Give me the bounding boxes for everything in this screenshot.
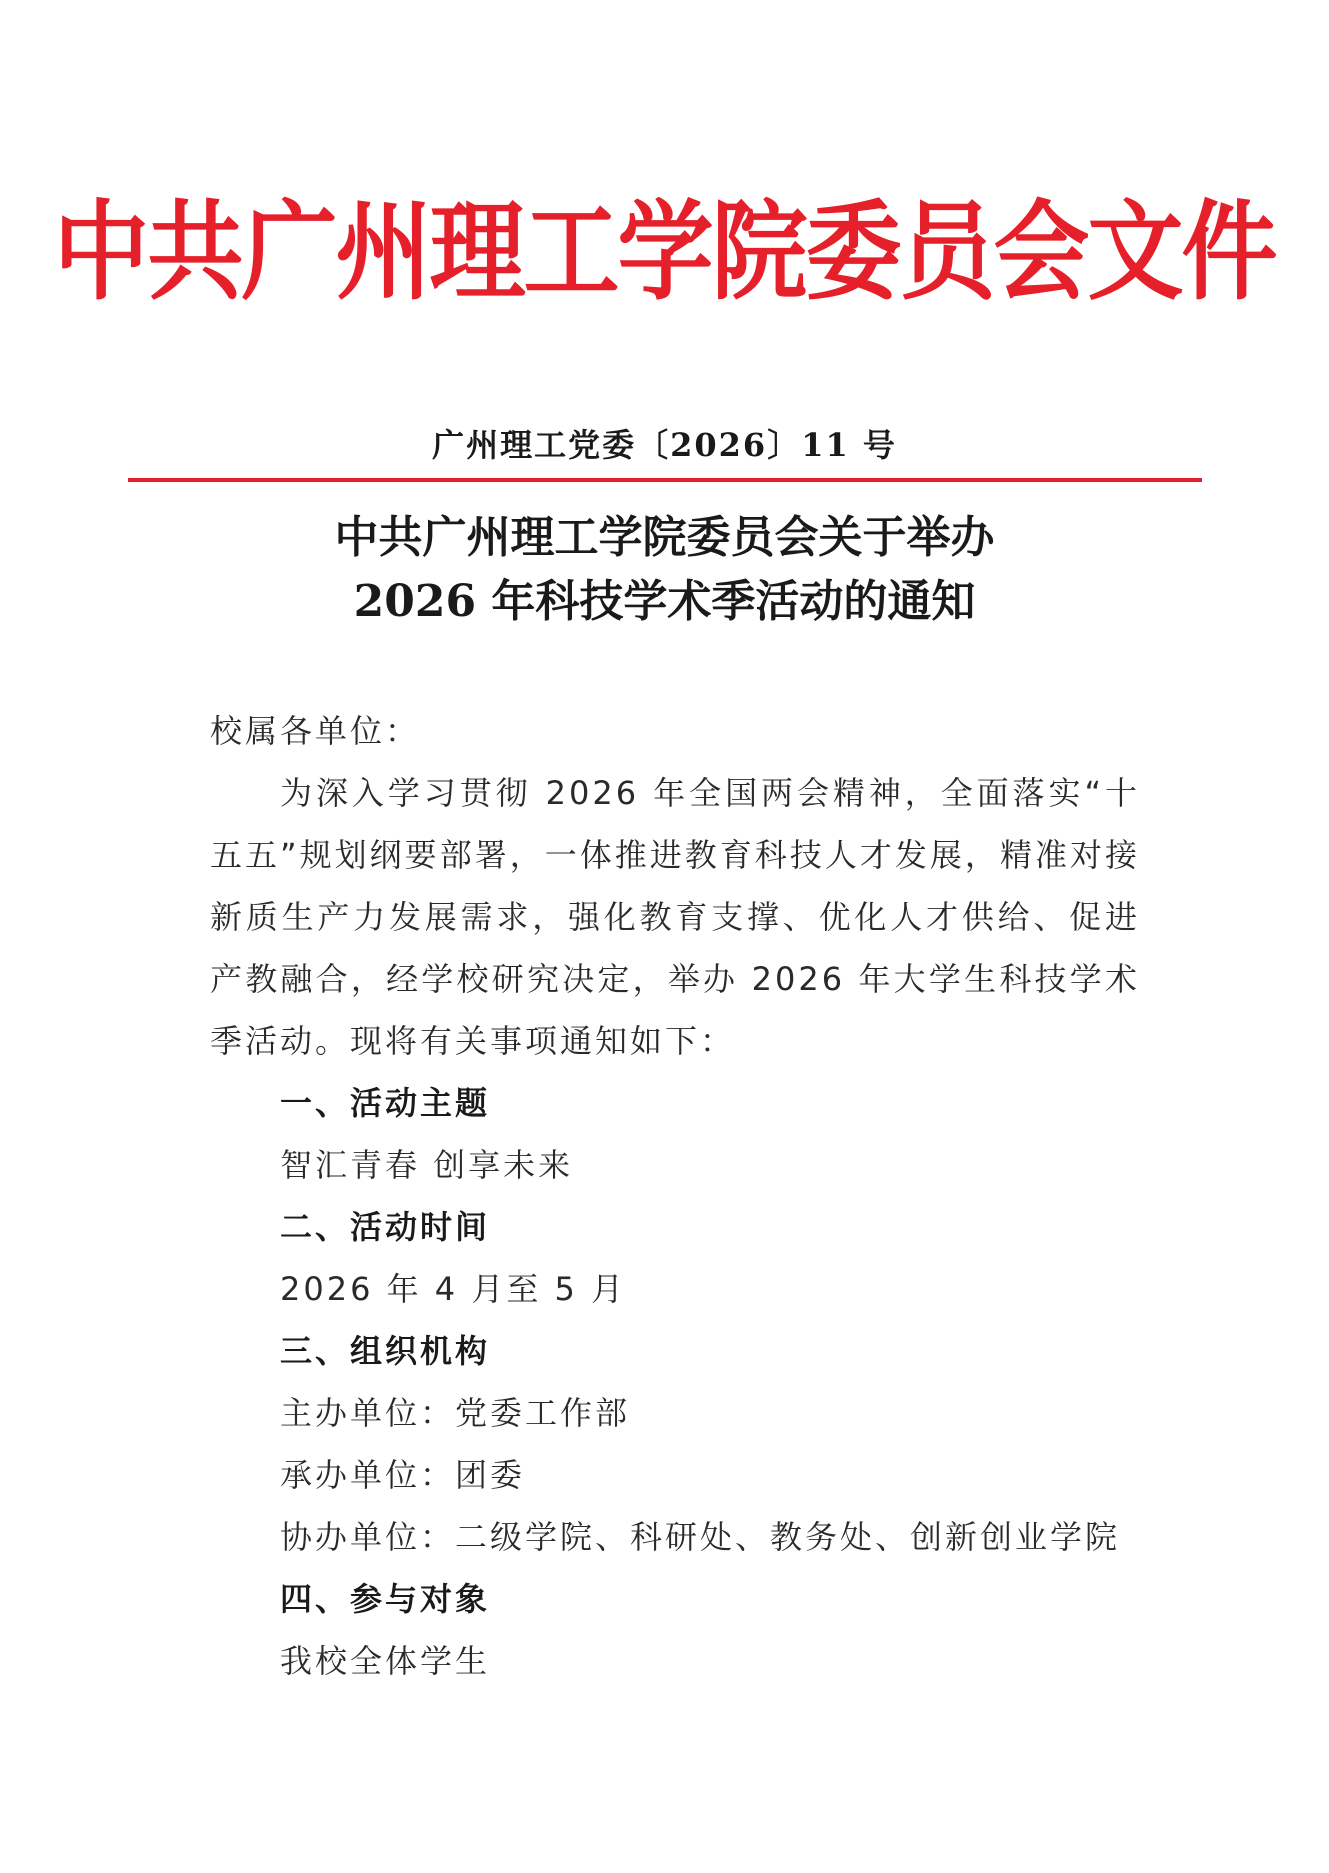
intro-paragraph: 为深入学习贯彻 2026 年全国两会精神，全面落实“十五五”规划纲要部署，一体推进教育科技人才发展，精准对接新质生产力发展需求，强化教育支撑、优化人才供给、促进产教融合，经学校研究决定，举办 2026 年大学生科技学术季活动。现将有关事项通知如下： [210,774,1140,1060]
title-line: 中共广州理工学院委员会关于举办 [334,512,995,563]
section-line: 协办单位：二级学院、科研处、教务处、创新创业学院 [280,1518,1121,1556]
section-heading: 二、活动时间 [280,1208,491,1246]
section-heading: 四、参与对象 [280,1580,491,1618]
section-heading: 一、活动主题 [280,1084,491,1122]
section-line: 承办单位：团委 [280,1456,526,1494]
document-masthead: 中共广州理工学院委员会文件 [53,189,1276,315]
red-separator-line [128,478,1202,482]
section-line: 我校全体学生 [280,1642,491,1680]
section-line: 2026 年 4 月至 5 月 [280,1270,627,1308]
section-line: 智汇青春 创享未来 [280,1146,574,1184]
section-line: 主办单位：党委工作部 [280,1394,631,1432]
title-line: 2026 年科技学术季活动的通知 [353,576,976,627]
document-title [0,506,1329,634]
document-number: 广州理工党委〔2026〕11 号 [432,426,897,464]
salutation: 校属各单位： [210,712,421,750]
section-heading: 三、组织机构 [280,1332,491,1370]
document-body [210,700,1140,1692]
